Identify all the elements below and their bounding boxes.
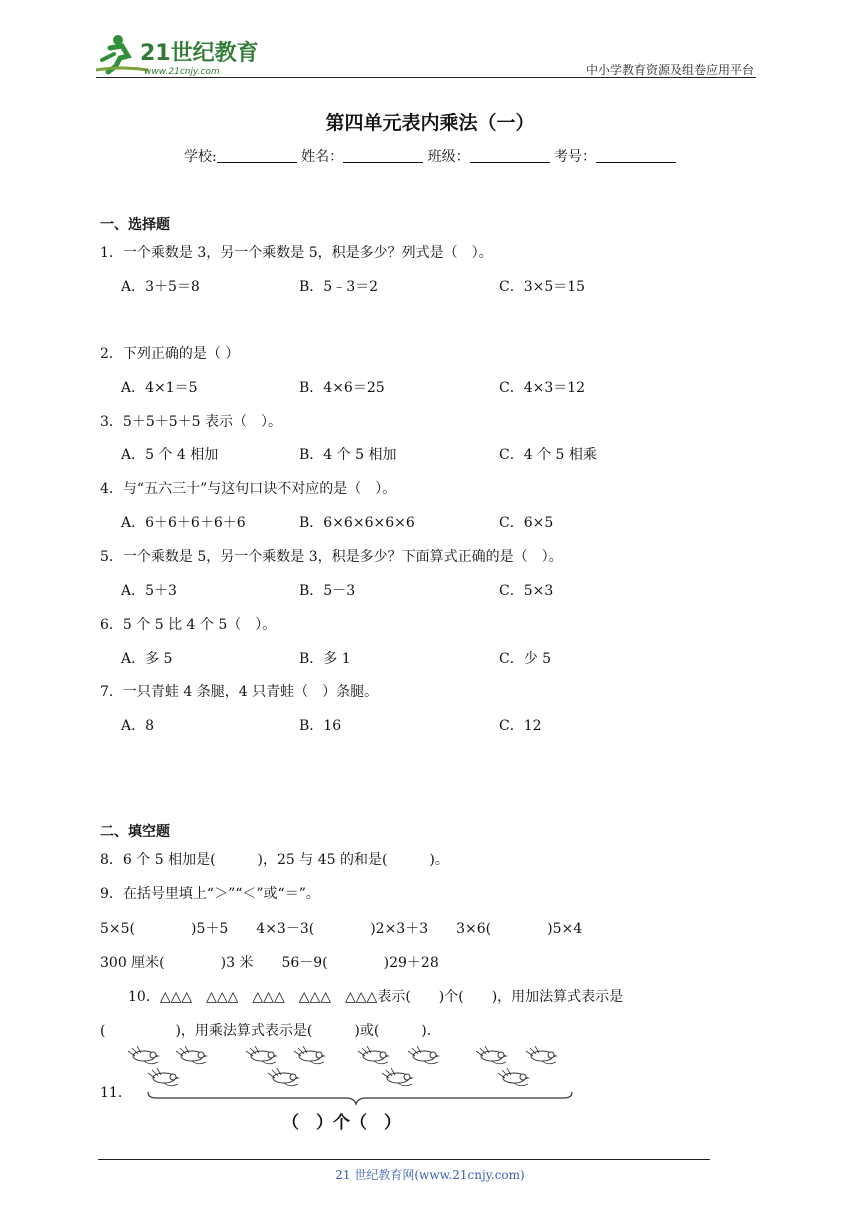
logo-text: 21世纪教育	[140, 41, 259, 66]
question-3-stem: 3．5＋5＋5＋5 表示（ ）。	[100, 414, 282, 430]
header-divider	[96, 77, 756, 78]
question-5-stem: 5．一个乘数是 5，另一个乘数是 3，积是多少？下面算式正确的是（ ）。	[100, 549, 563, 565]
bird-icon	[498, 1068, 530, 1086]
bird-icon	[526, 1046, 558, 1064]
question-9-line-1: 5×5( )5＋5 4×3－3( )2×3＋3 3×6( )5×4	[100, 921, 583, 937]
bird-groups-illustration	[120, 1046, 590, 1106]
question-7-option-c[interactable]: C．12	[499, 718, 542, 734]
question-6-option-b[interactable]: B．多 1	[299, 651, 351, 667]
question-6-stem: 6．5 个 5 比 4 个 5（ ）。	[100, 617, 277, 633]
question-2-option-a[interactable]: A．4×1＝5	[121, 380, 198, 396]
class-label: 班级：	[427, 149, 470, 165]
bird-icon	[246, 1046, 278, 1064]
section-fill-heading: 二、填空题	[100, 824, 170, 840]
question-4-option-b[interactable]: B．6×6×6×6×6	[299, 515, 415, 531]
page-title: 第四单元表内乘法（一）	[325, 112, 535, 134]
question-7-option-b[interactable]: B．16	[299, 718, 342, 734]
bird-icon	[476, 1046, 508, 1064]
section-choice-heading: 一、选择题	[100, 217, 170, 233]
footer-divider	[98, 1159, 710, 1160]
exam-no-blank[interactable]	[596, 148, 676, 163]
question-9-line-2: 300 厘米( )3 米 56－9( )29＋28	[100, 955, 439, 971]
bird-icon	[358, 1046, 390, 1064]
question-3-option-c[interactable]: C．4 个 5 相乘	[499, 447, 597, 463]
student-info-row	[0, 146, 860, 166]
exam-no-label: 考号：	[554, 149, 597, 165]
question-4-option-a[interactable]: A．6＋6＋6＋6＋6	[121, 515, 246, 531]
footer-link[interactable]: 21 世纪教育网(www.21cnjy.com)	[335, 1168, 525, 1182]
question-10-line-2: ( )，用乘法算式表示是( )或( )．	[100, 1023, 441, 1039]
question-2-option-c[interactable]: C．4×3＝12	[499, 380, 586, 396]
name-label: 姓名：	[301, 149, 344, 165]
question-3-option-b[interactable]: B．4 个 5 相加	[299, 447, 397, 463]
bird-icon	[176, 1046, 208, 1064]
name-blank[interactable]	[343, 148, 423, 163]
question-2-option-b[interactable]: B．4×6＝25	[299, 380, 385, 396]
question-1-option-a[interactable]: A．3＋5＝8	[121, 279, 200, 295]
runner-logo-icon	[92, 32, 262, 78]
question-7-option-a[interactable]: A．8	[121, 718, 155, 734]
bird-icon	[382, 1068, 414, 1086]
school-label: 学校:	[183, 149, 217, 165]
school-blank[interactable]	[217, 148, 297, 163]
question-10-line-1: 10．△△△ △△△ △△△ △△△ △△△表示( )个( )，用加法算式表示是	[128, 989, 624, 1005]
question-6-option-c[interactable]: C．少 5	[499, 651, 552, 667]
question-7-stem: 7．一只青蛙 4 条腿，4 只青蛙（ ）条腿。	[100, 684, 379, 700]
question-6-option-a[interactable]: A．多 5	[121, 651, 173, 667]
question-5-option-b[interactable]: B．5－3	[299, 583, 356, 599]
class-blank[interactable]	[470, 148, 550, 163]
question-4-option-c[interactable]: C．6×5	[499, 515, 554, 531]
bird-icon	[294, 1046, 326, 1064]
question-1-stem: 1．一个乘数是 3，另一个乘数是 5，积是多少？列式是（ ）。	[100, 245, 493, 261]
header-platform-text: 中小学教育资源及组卷应用平台	[585, 63, 754, 77]
question-5-option-c[interactable]: C．5×3	[499, 583, 554, 599]
question-4-stem: 4．与“五六三十”与这句口诀不对应的是（ ）。	[100, 481, 397, 497]
question-1-option-c[interactable]: C．3×5＝15	[499, 279, 586, 295]
question-3-option-a[interactable]: A．5 个 4 相加	[121, 447, 219, 463]
question-5-option-a[interactable]: A．5＋3	[121, 583, 177, 599]
grouping-brace	[148, 1092, 572, 1104]
logo-url: www.21cnjy.com	[144, 67, 220, 77]
bird-icon	[408, 1046, 440, 1064]
question-11-answer-blanks: （ ）个（ ）	[282, 1113, 401, 1133]
bird-icon	[148, 1068, 180, 1086]
question-2-stem: 2．下列正确的是（ ）	[100, 346, 240, 362]
site-logo	[92, 32, 262, 78]
bird-icon	[128, 1046, 160, 1064]
question-8: 8．6 个 5 相加是( )，25 与 45 的和是( )。	[100, 852, 449, 868]
question-1-option-b[interactable]: B．5﹣3＝2	[299, 279, 379, 295]
question-11-label: 11．	[100, 1085, 132, 1101]
question-9-stem: 9．在括号里填上“＞”“＜”或“＝”。	[100, 886, 320, 902]
bird-icon	[268, 1068, 300, 1086]
